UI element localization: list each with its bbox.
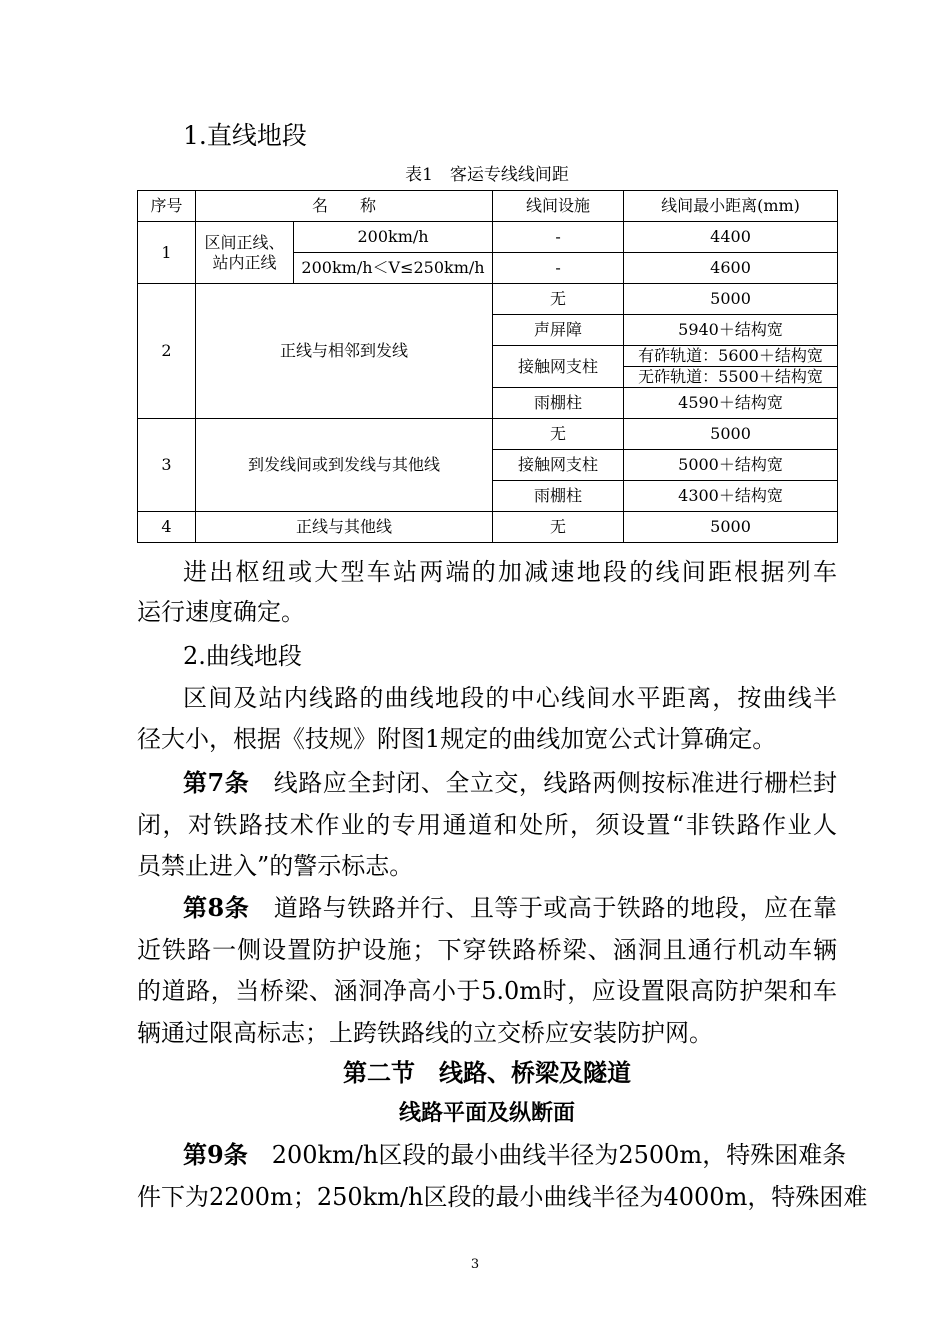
subsection-title: 线路平面及纵断面	[398, 1100, 575, 1126]
cell-distance: 5000	[624, 512, 838, 543]
article-8-line: 的道路，当桥梁、涵洞净高小于5.0m时，应设置限高防护架和车	[137, 977, 837, 1005]
section-title: 第二节 线路、桥梁及隧道	[343, 1058, 631, 1087]
cell-distance-ballastless: 无砟轨道：5500＋结构宽	[638, 367, 823, 386]
cell-no: 1	[138, 222, 196, 284]
cell-distance-split	[624, 346, 838, 388]
cell-distance-ballasted: 有砟轨道：5600＋结构宽	[624, 346, 837, 367]
cell-no: 3	[138, 419, 196, 512]
article-8-line: 第8条 道路与铁路并行、且等于或高于铁路的地段，应在靠	[183, 893, 837, 922]
paragraph-line: 区间及站内线路的曲线地段的中心线间水平距离，按曲线半	[183, 684, 837, 712]
cell-facility: 无	[493, 284, 624, 315]
table-row	[138, 419, 838, 450]
cell-distance: 5000＋结构宽	[624, 450, 838, 481]
cell-distance: 5000	[624, 284, 838, 315]
cell-facility: 接触网支柱	[493, 346, 624, 388]
cell-facility: 无	[493, 512, 624, 543]
table-row	[138, 512, 838, 543]
cell-speed: 200km/h＜V≤250km/h	[294, 253, 493, 284]
article-9-line: 件下为2200m；250km/h区段的最小曲线半径为4000m，特殊困难	[137, 1183, 868, 1211]
header-facility: 线间设施	[493, 191, 624, 222]
article-8-line: 辆通过限高标志；上跨铁路线的立交桥应安装防护网。	[137, 1019, 713, 1047]
table-caption: 表1 客运专线线间距	[405, 165, 569, 185]
header-name: 名 称	[196, 191, 493, 222]
cell-facility: 接触网支柱	[493, 450, 624, 481]
article-8-label: 第8条	[183, 893, 250, 922]
cell-facility: -	[493, 253, 624, 284]
cell-distance: 4300＋结构宽	[624, 481, 838, 512]
article-8-line: 近铁路一侧设置防护设施；下穿铁路桥梁、涵洞且通行机动车辆	[137, 936, 837, 964]
paragraph-line: 运行速度确定。	[137, 598, 305, 626]
table-row	[138, 284, 838, 315]
page-number: 3	[470, 1257, 480, 1272]
cell-facility: 雨棚柱	[493, 388, 624, 419]
cell-distance: 4400	[624, 222, 838, 253]
cell-no: 2	[138, 284, 196, 419]
article-7-line: 员禁止进入”的警示标志。	[137, 852, 414, 880]
paragraph-line: 进出枢纽或大型车站两端的加减速地段的线间距根据列车	[183, 558, 837, 586]
line-spacing-table	[137, 190, 838, 543]
cell-distance: 4600	[624, 253, 838, 284]
article-7-line: 第7条 线路应全封闭、全立交，线路两侧按标准进行栅栏封	[183, 768, 837, 797]
article-7-line: 闭，对铁路技术作业的专用通道和处所，须设置“非铁路作业人	[137, 811, 837, 839]
cell-no: 4	[138, 512, 196, 543]
cell-name: 到发线间或到发线与其他线	[196, 419, 493, 512]
cell-facility: 声屏障	[493, 315, 624, 346]
article-9-line: 第9条 200km/h区段的最小曲线半径为2500m，特殊困难条	[183, 1140, 847, 1169]
paragraph-line: 径大小，根据《技规》附图1规定的曲线加宽公式计算确定。	[137, 725, 777, 753]
article-7-label: 第7条	[183, 768, 250, 797]
cell-distance: 5940＋结构宽	[624, 315, 838, 346]
header-no: 序号	[138, 191, 196, 222]
heading-curve-section: 2.曲线地段	[183, 642, 302, 670]
cell-speed: 200km/h	[294, 222, 493, 253]
cell-facility: 无	[493, 419, 624, 450]
article-9-label: 第9条	[183, 1140, 248, 1169]
cell-name: 正线与相邻到发线	[196, 284, 493, 419]
cell-name: 区间正线、站内正线	[196, 222, 294, 284]
cell-distance: 4590＋结构宽	[624, 388, 838, 419]
heading-straight-section: 1.直线地段	[183, 121, 307, 150]
cell-facility: -	[493, 222, 624, 253]
cell-facility: 雨棚柱	[493, 481, 624, 512]
header-distance: 线间最小距离(mm)	[624, 191, 838, 222]
cell-distance: 5000	[624, 419, 838, 450]
table-row	[138, 222, 838, 253]
cell-name: 正线与其他线	[196, 512, 493, 543]
table-header-row	[138, 191, 838, 222]
